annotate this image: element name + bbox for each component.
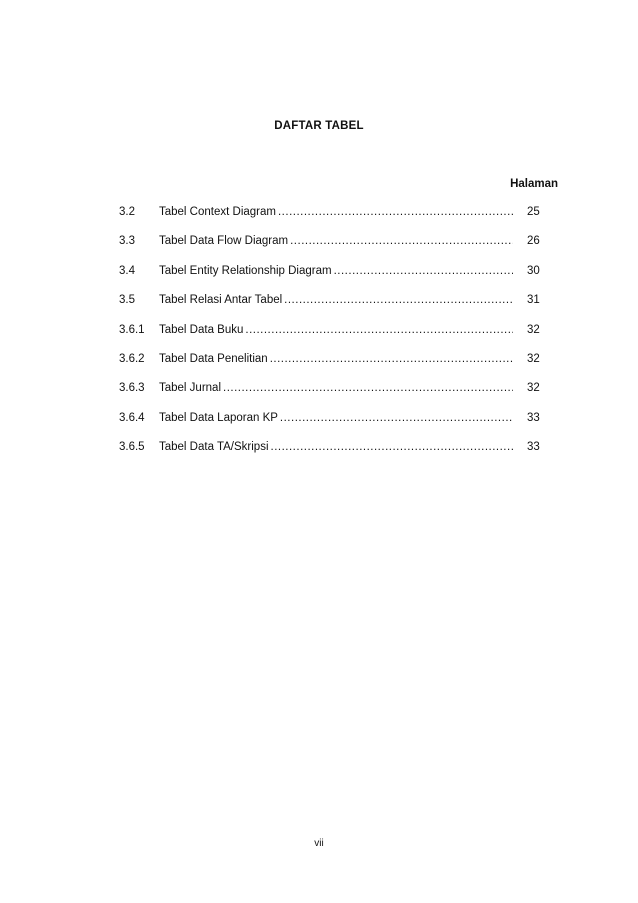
dot-leader [280, 412, 513, 424]
entry-number: 3.6.1 [119, 323, 145, 336]
dot-leader [278, 206, 513, 218]
dot-leader [223, 382, 513, 394]
entry-number: 3.6.5 [119, 441, 145, 454]
entry-page: 32 [527, 382, 540, 395]
entry-number: 3.4 [119, 264, 135, 277]
list-item [119, 441, 549, 470]
entry-title: Tabel Data TA/Skripsi [159, 441, 269, 454]
entry-number: 3.6.2 [119, 352, 145, 365]
dot-leader [290, 235, 513, 247]
entry-number: 3.6.4 [119, 411, 145, 424]
entry-page: 30 [527, 264, 540, 277]
entry-title: Tabel Entity Relationship Diagram [159, 264, 332, 277]
entry-page: 32 [527, 352, 540, 365]
entry-title: Tabel Relasi Antar Tabel [159, 294, 283, 307]
entry-title: Tabel Context Diagram [159, 206, 276, 218]
page-column-label: Halaman [510, 178, 558, 190]
entry-title: Tabel Data Laporan KP [159, 411, 278, 424]
table-of-tables-list [119, 206, 549, 471]
list-item [119, 324, 549, 353]
dot-leader [284, 294, 513, 306]
list-item [119, 235, 549, 264]
dot-leader [334, 265, 513, 277]
dot-leader [270, 353, 513, 365]
dot-leader [271, 441, 513, 453]
entry-number: 3.3 [119, 235, 135, 248]
entry-page: 32 [527, 323, 540, 336]
entry-number: 3.6.3 [119, 382, 145, 395]
page-title: DAFTAR TABEL [274, 120, 364, 132]
list-item [119, 206, 549, 235]
list-item [119, 294, 549, 323]
dot-leader [245, 324, 513, 336]
list-item [119, 382, 549, 411]
entry-title: Tabel Data Penelitian [159, 352, 268, 365]
entry-title: Tabel Data Buku [159, 323, 244, 336]
entry-title: Tabel Data Flow Diagram [159, 235, 289, 248]
entry-number: 3.2 [119, 206, 135, 218]
entry-page: 33 [527, 411, 540, 424]
entry-page: 25 [527, 206, 540, 218]
list-item [119, 265, 549, 294]
footer-page-number: vii [314, 838, 324, 849]
entry-title: Tabel Jurnal [159, 382, 222, 395]
entry-number: 3.5 [119, 294, 135, 307]
list-item [119, 412, 549, 441]
entry-page: 33 [527, 441, 540, 454]
list-item [119, 353, 549, 382]
entry-page: 26 [527, 235, 540, 248]
entry-page: 31 [527, 294, 540, 307]
